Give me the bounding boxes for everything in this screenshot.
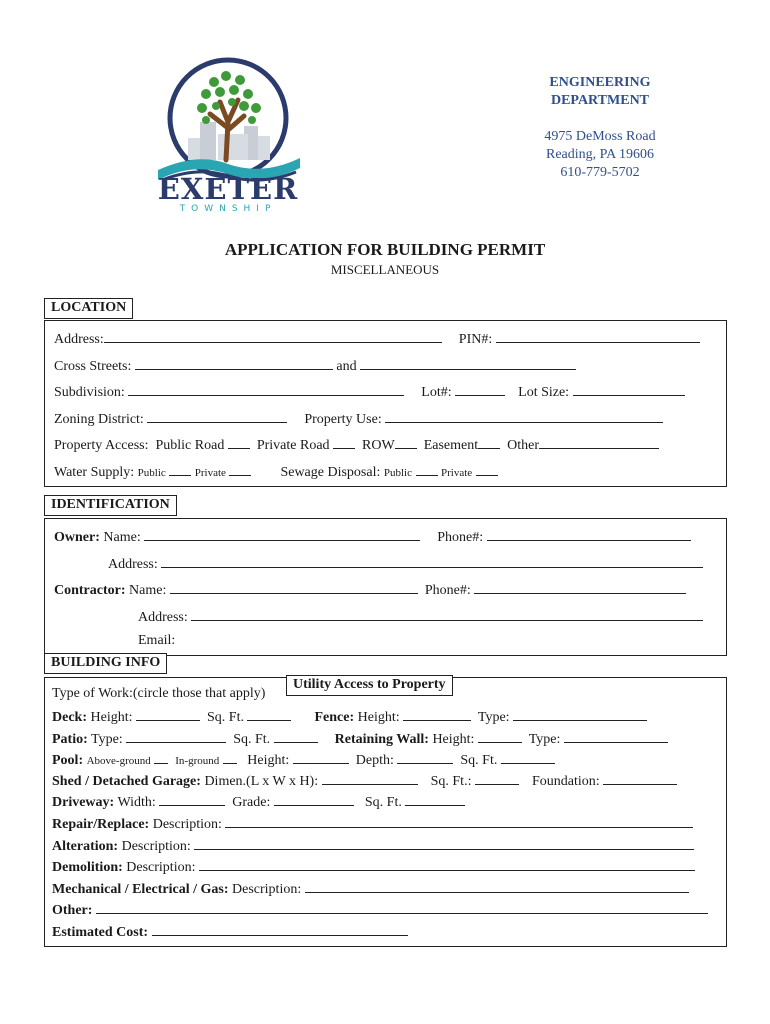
pool-depth-field[interactable] (397, 750, 453, 764)
estimated-cost-row: Estimated Cost: (52, 922, 408, 941)
driveway-width-field[interactable] (159, 792, 225, 806)
contractor-email-row: Email: (138, 633, 176, 648)
shed-sqft-field[interactable] (475, 771, 519, 785)
lot-size-field[interactable] (573, 382, 685, 396)
location-row-cross: Cross Streets: and (54, 356, 576, 375)
patio-sqft-field[interactable] (274, 729, 318, 743)
owner-name-field[interactable] (144, 527, 420, 541)
department-address1: 4975 DeMoss Road (544, 129, 656, 144)
building-info-heading: BUILDING INFO (44, 653, 167, 674)
easement-field[interactable] (478, 435, 500, 449)
contractor-phone-field[interactable] (474, 580, 686, 594)
mechanical-row: Mechanical / Electrical / Gas: Description: (52, 879, 689, 898)
cross-street1-field[interactable] (135, 356, 333, 370)
fence-height-field[interactable] (403, 707, 471, 721)
repair-description-field[interactable] (225, 814, 693, 828)
owner-address-row: Address: (108, 554, 703, 573)
form-subtitle: MISCELLANEOUS (330, 262, 440, 277)
identification-heading: IDENTIFICATION (44, 495, 177, 516)
pool-sqft-field[interactable] (501, 750, 555, 764)
pool-height-field[interactable] (293, 750, 349, 764)
location-row-access: Property Access: Public Road Private Road ROW Easement Other (54, 435, 659, 454)
contractor-row: Contractor: Name: Phone#: (54, 580, 686, 599)
zoning-field[interactable] (147, 409, 287, 423)
mechanical-description-field[interactable] (305, 879, 689, 893)
owner-address-field[interactable] (161, 554, 703, 568)
property-use-field[interactable] (385, 409, 663, 423)
driveway-sqft-field[interactable] (405, 792, 465, 806)
department-address2: Reading, PA 19606 (546, 147, 654, 162)
department-block (500, 74, 700, 182)
location-row-subdivision: Subdivision: Lot#: Lot Size: (54, 382, 685, 401)
public-road-field[interactable] (228, 435, 250, 449)
location-row-address: Address: PIN#: (54, 329, 700, 348)
contractor-name-field[interactable] (170, 580, 418, 594)
logo-name: EXETER (157, 172, 299, 206)
alteration-description-field[interactable] (194, 836, 694, 850)
other-work-row: Other: (52, 900, 708, 919)
fence-type-field[interactable] (513, 707, 647, 721)
other-work-field[interactable] (96, 900, 708, 914)
water-public-field[interactable] (169, 462, 191, 476)
pool-above-ground-field[interactable] (154, 750, 168, 764)
shed-foundation-field[interactable] (603, 771, 677, 785)
driveway-row: Driveway: Width: Grade: Sq. Ft. (52, 792, 465, 811)
contractor-address-row: Address: (138, 607, 703, 626)
repair-row: Repair/Replace: Description: (52, 814, 693, 833)
other-access-field[interactable] (539, 435, 659, 449)
logo-subname: TOWNSHIP (179, 204, 277, 214)
private-road-field[interactable] (333, 435, 355, 449)
alteration-row: Alteration: Description: (52, 836, 694, 855)
address-field[interactable] (104, 329, 442, 343)
deck-fence-row: Deck: Height: Sq. Ft. Fence: Height: Type: (52, 707, 647, 726)
subdivision-field[interactable] (128, 382, 404, 396)
owner-phone-field[interactable] (487, 527, 691, 541)
utility-access-heading: Utility Access to Property (286, 675, 453, 696)
owner-row: Owner: Name: Phone#: (54, 527, 691, 546)
patio-wall-row: Patio: Type: Sq. Ft. Retaining Wall: Height: Type: (52, 729, 668, 748)
type-of-work-row: Type of Work:(circle those that apply) (52, 686, 266, 701)
location-row-utilities: Water Supply: Public Private Sewage Disposal: Public Private (54, 462, 498, 481)
department-phone: 610-779-5702 (560, 165, 640, 180)
driveway-grade-field[interactable] (274, 792, 354, 806)
demolition-description-field[interactable] (199, 857, 695, 871)
department-line2: DEPARTMENT (550, 93, 650, 108)
demolition-row: Demolition: Description: (52, 857, 695, 876)
form-title: APPLICATION FOR BUILDING PERMIT (224, 240, 546, 259)
patio-type-field[interactable] (126, 729, 226, 743)
pool-in-ground-field[interactable] (223, 750, 237, 764)
lot-field[interactable] (455, 382, 505, 396)
shed-row: Shed / Detached Garage: Dimen.(L x W x H): Sq. Ft.: Foundation: (52, 771, 677, 790)
water-private-field[interactable] (229, 462, 251, 476)
location-heading: LOCATION (44, 298, 133, 319)
cross-street2-field[interactable] (360, 356, 576, 370)
estimated-cost-field[interactable] (152, 922, 408, 936)
sewage-private-field[interactable] (476, 462, 498, 476)
sewage-public-field[interactable] (416, 462, 438, 476)
location-row-zoning: Zoning District: Property Use: (54, 409, 663, 428)
pin-field[interactable] (496, 329, 700, 343)
deck-height-field[interactable] (136, 707, 200, 721)
contractor-address-field[interactable] (191, 607, 703, 621)
deck-sqft-field[interactable] (247, 707, 291, 721)
wall-type-field[interactable] (564, 729, 668, 743)
wall-height-field[interactable] (478, 729, 522, 743)
row-field[interactable] (395, 435, 417, 449)
department-line1: ENGINEERING (549, 75, 651, 90)
pool-row: Pool: Above-ground In-ground Height: Depth: Sq. Ft. (52, 750, 555, 769)
shed-dimensions-field[interactable] (322, 771, 418, 785)
